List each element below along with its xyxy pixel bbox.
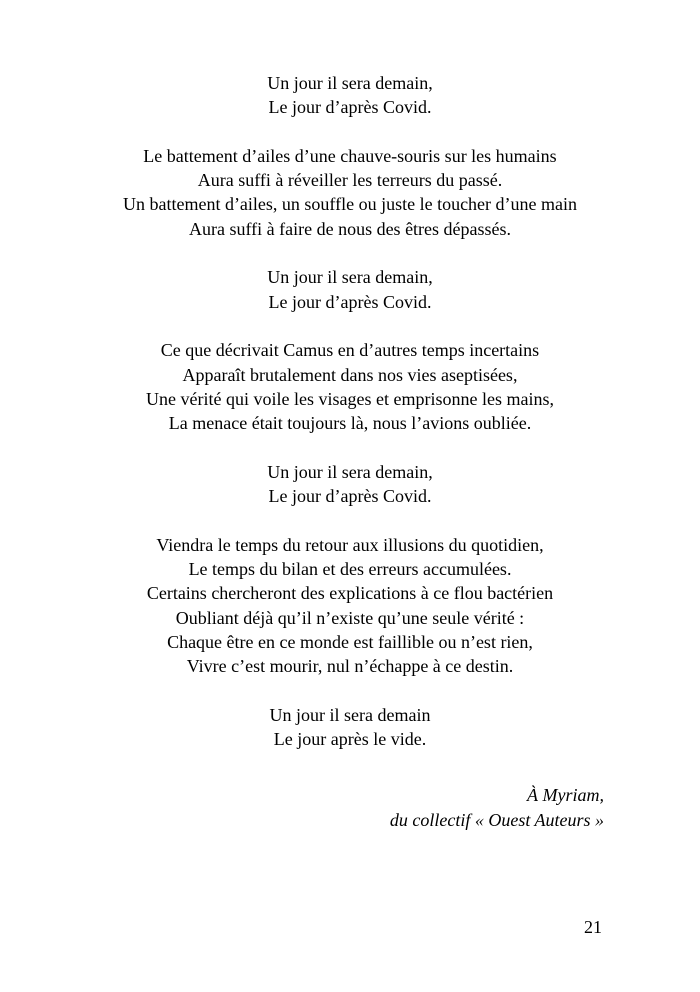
poem-line: Un jour il sera demain, [267,73,433,93]
poem-line: Le jour d’après Covid. [268,291,432,312]
stanza-refrain-1 [0,71,700,120]
dedication [390,783,604,833]
poem-line: Un battement d’ailes, un souffle ou juste le toucher d’une main [122,194,578,215]
stanza-refrain-3 [0,460,700,509]
poem-line: Oubliant déjà qu’il n’existe qu’une seule vérité : [175,607,525,628]
poem-line: Vivre c’est mourir, nul n’échappe à ce destin. [186,656,514,677]
poem-line: Un jour il sera demain, [267,461,433,482]
poem-line: La menace était toujours là, nous l’avions oubliée. [168,413,532,434]
poem-line: Apparaît brutalement dans nos vies aseptisées, [182,364,518,385]
dedication-recipient: À Myriam, [527,785,604,805]
poem-line: Le battement d’ailes d’une chauve-souris sur les humains [143,145,557,166]
poem-line: Chaque être en ce monde est faillible ou n’est rien, [167,631,533,652]
poem-line: Certains chercheront des explications à ce flou bactérien [146,583,554,604]
poem-line: Aura suffi à réveiller les terreurs du passé. [197,170,503,191]
poem-line: Ce que décrivait Camus en d’autres temps incertains [160,340,540,361]
poem-line: Le jour d’après Covid. [268,486,432,507]
stanza-refrain-2 [0,265,700,314]
stanza-refrain-final [0,703,700,752]
poem-line: Un jour il sera demain, [267,267,433,288]
poem [0,71,700,751]
poem-line: Le jour après le vide. [273,729,427,750]
poem-line: Le temps du bilan et des erreurs accumulées. [188,558,512,579]
stanza-verse-3 [0,533,700,679]
dedication-collective: du collectif « Ouest Auteurs » [389,810,604,830]
poem-line: Aura suffi à faire de nous des êtres dépassés. [188,218,512,239]
stanza-verse-2 [0,338,700,435]
poem-line: Un jour il sera demain [269,704,431,725]
stanza-verse-1 [0,144,700,241]
page-number: 21 [584,917,602,937]
poem-line: Le jour d’après Covid. [268,97,432,118]
poem-line: Viendra le temps du retour aux illusions du quotidien, [156,534,544,555]
poem-line: Une vérité qui voile les visages et emprisonne les mains, [146,388,554,409]
